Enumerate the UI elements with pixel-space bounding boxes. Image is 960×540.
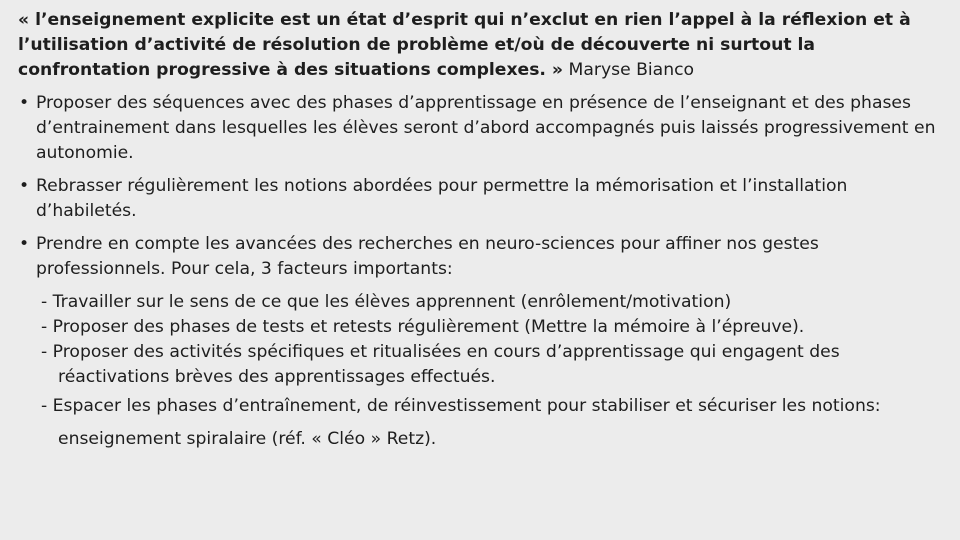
bullet-marker: • bbox=[19, 234, 30, 254]
bullet-item bbox=[18, 232, 940, 282]
sub-list-item bbox=[18, 290, 940, 315]
sub-item-text: Travailler sur le sens de ce que les élèves apprennent (enrôlement/motivation) bbox=[52, 292, 732, 312]
bullet-item bbox=[18, 91, 940, 166]
bullet-text: Proposer des séquences avec des phases d’apprentissage en présence de l’enseignant et des phases d’entrainement dans lesquelles les élèves seront d’abord accompagnés puis laissés progressivement en autonomie. bbox=[36, 93, 936, 163]
sub-item-text: Espacer les phases d’entraînement, de réinvestissement pour stabiliser et sécuriser les notions: enseignement spiralaire (réf. « Cléo » Retz). bbox=[52, 396, 881, 449]
sub-item-marker: - bbox=[41, 342, 53, 362]
sub-list-item bbox=[18, 315, 940, 340]
quote-text: « l’enseignement explicite est un état d’esprit qui n’exclut en rien l’appel à la réflexion et à l’utilisation d’activité de résolution de problème et/où de découverte ni surtout la confrontation progressive à des situations complexes. » bbox=[18, 10, 911, 80]
sub-list bbox=[18, 290, 940, 456]
sub-item-marker: - bbox=[41, 292, 53, 312]
sub-item-marker: - bbox=[41, 317, 53, 337]
bullet-text: Rebrasser régulièrement les notions abordées pour permettre la mémorisation et l’installation d’habiletés. bbox=[36, 176, 848, 221]
bullet-text: Prendre en compte les avancées des recherches en neuro-sciences pour affiner nos gestes professionnels. Pour cela, 3 facteurs importants: bbox=[36, 234, 819, 279]
bullet-item bbox=[18, 174, 940, 224]
sub-list-item bbox=[18, 390, 940, 456]
sub-list-item bbox=[18, 340, 940, 390]
bullet-marker: • bbox=[19, 176, 30, 196]
bullet-list bbox=[18, 91, 940, 282]
sub-item-marker: - bbox=[41, 396, 53, 416]
sub-item-text: Proposer des activités spécifiques et ritualisées en cours d’apprentissage qui engagent des réactivations brèves des apprentissages effectués. bbox=[52, 342, 840, 387]
quote-author: Maryse Bianco bbox=[563, 60, 695, 80]
sub-item-text: Proposer des phases de tests et retests régulièrement (Mettre la mémoire à l’épreuve). bbox=[52, 317, 805, 337]
bullet-marker: • bbox=[19, 93, 30, 113]
quote bbox=[18, 8, 940, 83]
sub-list-container bbox=[18, 290, 940, 456]
